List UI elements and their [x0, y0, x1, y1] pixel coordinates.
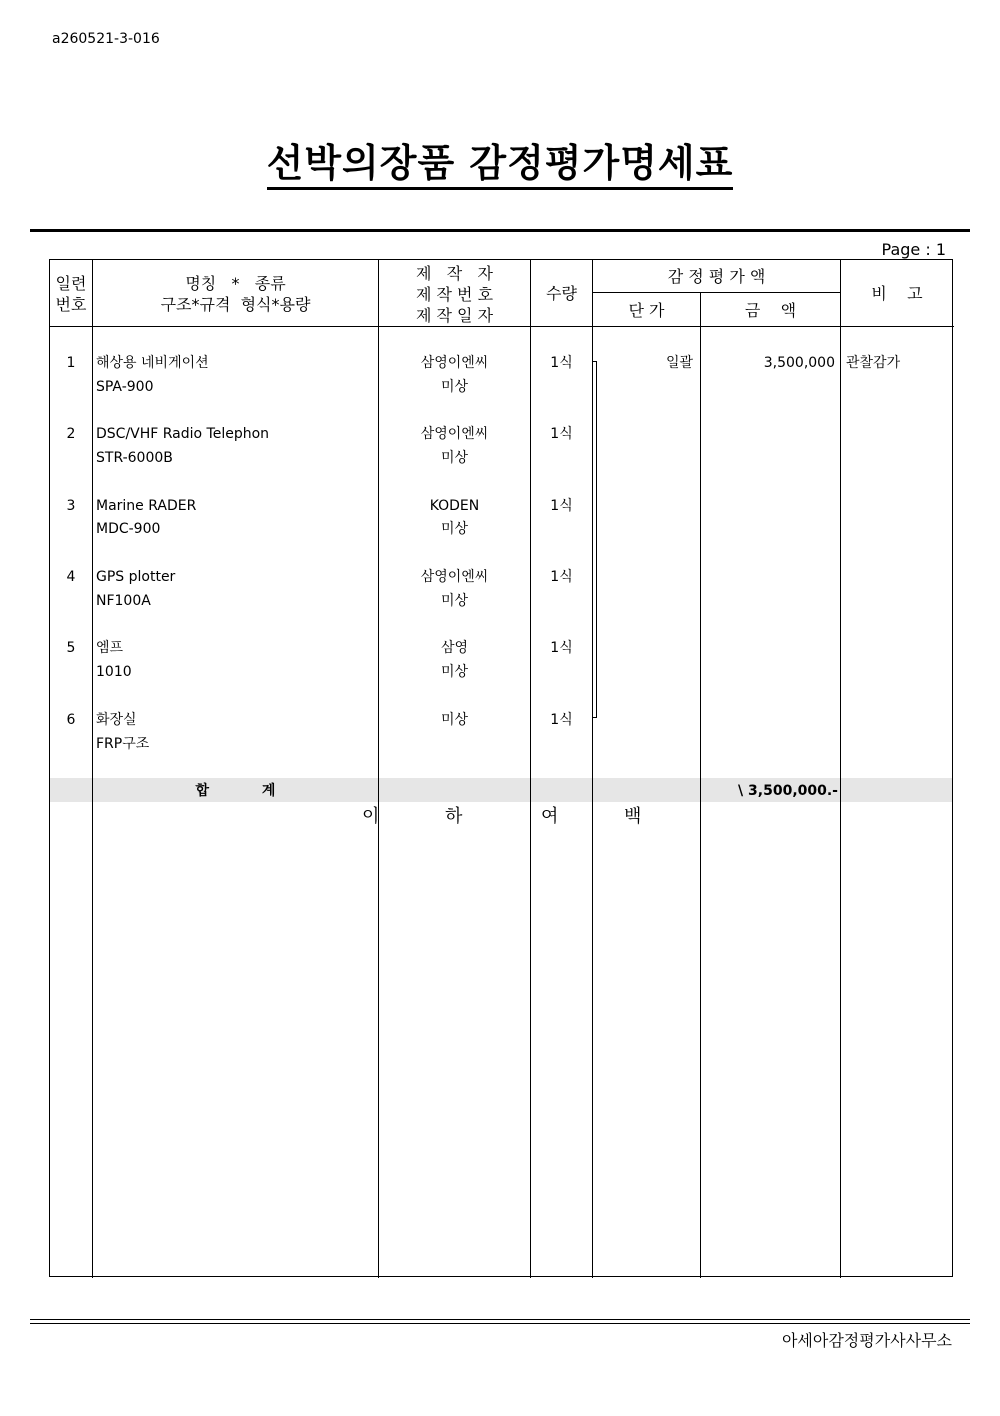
row-4-qty: 1식: [550, 569, 573, 585]
header-maker-line2: 제 작 번 호: [415, 285, 494, 304]
row-5-spec: 1010: [96, 664, 132, 680]
row-3-maker: KODEN: [429, 498, 480, 514]
col-divider-6: [840, 259, 841, 1278]
header-maker-line3: 제 작 일 자: [415, 306, 494, 325]
col-divider-3: [530, 259, 531, 1278]
row-3-maker-no: 미상: [440, 521, 469, 537]
row-5-qty: 1식: [550, 640, 573, 656]
row-2-name: DSC/VHF Radio Telephon: [96, 426, 270, 442]
appraisal-table: [49, 259, 953, 1277]
total-label: 합 계: [195, 783, 276, 799]
header-name-line1: 명칭 * 종류: [185, 274, 286, 293]
row-3-name: Marine RADER: [96, 498, 197, 514]
row-6-name: 화장실: [96, 712, 137, 728]
header-appraisal: 감 정 평 가 액: [667, 267, 766, 286]
col-divider-2: [378, 259, 379, 1278]
header-maker: [379, 263, 530, 326]
row-2-qty: 1식: [550, 426, 573, 442]
blank-note-4: 백: [624, 806, 642, 827]
top-rule: [30, 229, 970, 232]
row-1-qty: 1식: [550, 355, 573, 371]
blank-note-3: 여: [541, 806, 559, 827]
row-4-maker-no: 미상: [440, 593, 469, 609]
group-amount: 3,500,000: [763, 355, 835, 371]
row-5-maker: 삼영: [440, 640, 469, 656]
row-2-spec: STR-6000B: [96, 450, 173, 466]
row-1-maker-no: 미상: [440, 379, 469, 395]
group-remarks: 관찰감가: [846, 355, 901, 371]
row-1-maker: 삼영이엔씨: [420, 355, 489, 371]
appraisal-sub-rule: [593, 292, 840, 293]
footer-rule-bottom: [30, 1323, 970, 1324]
row-6-maker: 미상: [440, 712, 469, 728]
header-serial-line2: 번호: [55, 295, 87, 314]
row-5-no: 5: [66, 640, 76, 656]
row-4-spec: NF100A: [96, 593, 151, 609]
office-name: 아세아감정평가사사무소: [781, 1331, 952, 1350]
group-bracket: [593, 361, 597, 718]
row-1-spec: SPA-900: [96, 379, 154, 395]
row-4-name: GPS plotter: [96, 569, 176, 585]
row-6-spec: FRP구조: [96, 736, 150, 752]
row-5-name: 엠프: [96, 640, 124, 656]
row-3-qty: 1식: [550, 498, 573, 514]
header-qty: 수량: [546, 284, 577, 303]
row-1-no: 1: [66, 355, 76, 371]
page-number: Page : 1: [881, 240, 946, 259]
header-name: [93, 273, 378, 315]
header-serial: [50, 273, 92, 315]
row-2-maker-no: 미상: [440, 450, 469, 466]
row-3-spec: MDC-900: [96, 521, 161, 537]
header-unit-price: 단 가: [628, 301, 665, 320]
row-3-no: 3: [66, 498, 76, 514]
row-2-no: 2: [66, 426, 76, 442]
row-6-no: 6: [66, 712, 76, 728]
col-divider-1: [92, 259, 93, 1278]
document-id: a260521-3-016: [52, 31, 160, 47]
blank-note-1: 이: [362, 806, 380, 827]
page-title: [0, 132, 1000, 187]
row-6-qty: 1식: [550, 712, 573, 728]
row-1-name: 해상용 네비게이션: [96, 355, 209, 371]
header-serial-line1: 일련: [55, 274, 87, 293]
header-bottom-rule: [49, 326, 954, 327]
group-unit-price: 일괄: [665, 355, 693, 371]
row-4-maker: 삼영이엔씨: [420, 569, 489, 585]
page-title-text: 선박의장품 감정평가명세표: [267, 141, 734, 190]
header-name-line2: 구조*규격 형식*용량: [160, 295, 311, 314]
header-maker-line1: 제 작 자: [416, 264, 493, 283]
footer-rule-top: [30, 1319, 970, 1320]
header-remarks: 비 고: [871, 284, 923, 303]
row-4-no: 4: [66, 569, 76, 585]
total-amount: \ 3,500,000.-: [738, 783, 838, 799]
row-5-maker-no: 미상: [440, 664, 469, 680]
blank-note-2: 하: [445, 806, 463, 827]
header-amount: 금 액: [744, 301, 797, 320]
row-2-maker: 삼영이엔씨: [420, 426, 489, 442]
